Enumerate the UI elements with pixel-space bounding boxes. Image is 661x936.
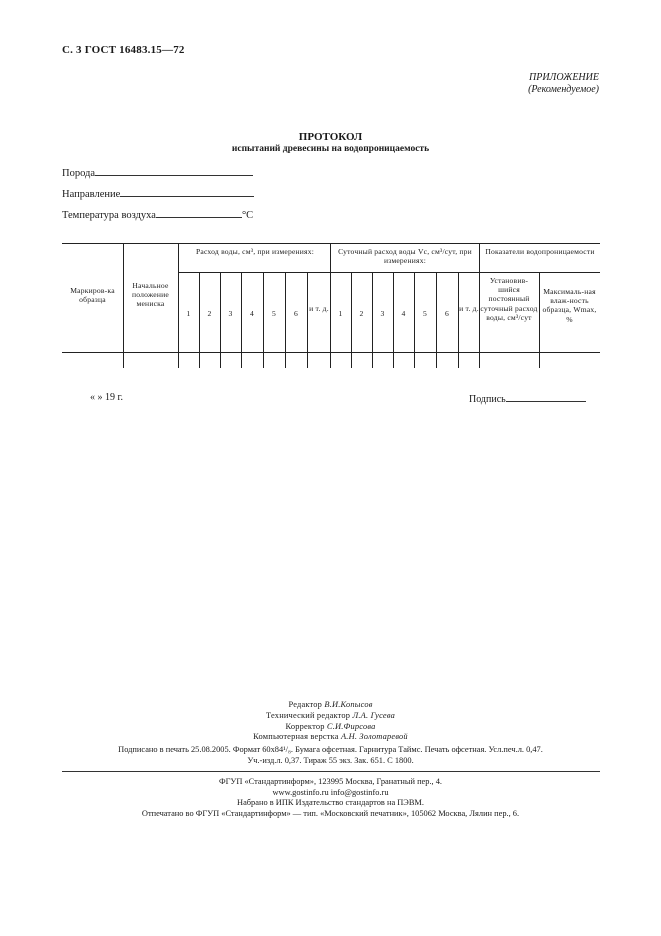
direction-label: Направление [62,189,121,200]
print-info-line: Уч.-изд.л. 0,37. Тираж 55 экз. Зак. 651. С 1800. [247,755,414,765]
species-label: Порода [62,168,96,179]
footer-divider [62,771,600,772]
print-info [0,745,661,767]
temperature-unit: °С [241,210,254,221]
group-indicators-header: Показатели водопроницаемости [485,247,595,256]
temperature-label: Температура воздуха [62,210,156,221]
appendix-label [528,72,599,96]
group-daily-header: Суточный расход воды Vc, см³/сут, при измерениях: [338,247,472,266]
daily-col-3: 3 [380,309,385,318]
table-col-divider [220,272,221,368]
publisher-line: www.gostinfo.ru info@gostinfo.ru [272,787,389,797]
table-col-divider [178,243,179,368]
daily-col-etc: и т. д. [459,304,479,313]
credit-tech-editor [0,711,661,722]
credit-person: В.И.Копысов [324,700,373,709]
credits-block [0,700,661,743]
protocol-title [0,131,661,155]
appendix-note: (Рекомендуемое) [528,84,599,95]
flow-col-2: 2 [207,309,212,318]
flow-col-5: 5 [272,309,276,318]
flow-col-4: 4 [250,309,254,318]
table-col-divider [307,272,308,368]
col-meniscus-header: Начальное положение мениска [132,281,169,309]
species-field [62,166,253,179]
credit-person: Л.А. Гусева [352,710,395,720]
publisher-info [0,777,661,819]
col-moisture-header: Максималь-ная влаж-ность образца, Wmax, % [542,287,597,324]
species-blank [95,166,253,176]
credit-label: Компьютерная верстка [253,732,339,742]
flow-col-6: 6 [294,309,298,318]
signature-blank [506,392,586,402]
protocol-table [62,243,600,368]
print-info-line: Подписано в печать 25.08.2005. Формат 60x84¹/₈. Бумага офсетная. Гарнитура Таймс. Печать офсетная. Усл.печ.л. 0,47. [118,745,543,754]
table-col-divider [263,272,264,368]
daily-col-4: 4 [401,309,406,318]
publisher-line: ФГУП «Стандартинформ», 123995 Москва, Гранатный пер., 4. [218,777,443,786]
publisher-line: Отпечатано во ФГУП «Стандартинформ» — тип. «Московский печатник», 105062 Москва, Лялин пер., 6. [141,808,520,818]
flow-col-3: 3 [228,309,233,318]
group-flow-header: Расход воды, см³, при измерениях: [195,247,315,256]
credit-label: Редактор [288,700,323,709]
table-col-divider [351,272,352,368]
col-marking-header: Маркиров-ка образца [70,286,115,305]
credit-person: А.Н. Золотаревой [340,732,408,742]
page-header: С. 3 ГОСТ 16483.15—72 [62,44,185,56]
credit-label: Технический редактор [266,710,351,720]
credit-proofreader [0,722,661,733]
publisher-line: Набрано в ИПК Издательство стандартов на ПЭВМ. [237,798,424,808]
appendix-title: ПРИЛОЖЕНИЕ [529,72,599,83]
signature-line [469,392,586,405]
protocol-subtitle: испытаний древесины на водопроницаемость [231,144,430,154]
daily-col-5: 5 [423,309,427,318]
credit-editor [0,700,661,711]
credit-person: С.И.Фирсова [326,721,376,731]
daily-col-1: 1 [338,309,343,318]
table-col-divider [285,272,286,368]
table-col-divider [372,272,373,368]
direction-field [62,187,254,200]
temperature-blank [156,208,242,218]
temperature-field [62,208,253,221]
table-col-divider [241,272,242,368]
direction-blank [120,187,254,197]
table-col-divider [414,272,415,368]
table-col-divider [199,272,200,368]
flow-col-1: 1 [186,309,191,318]
flow-col-etc: и т. д. [309,304,329,313]
signature-label: Подпись [469,394,506,405]
table-col-divider [393,272,394,368]
date-line: « » 19 г. [90,392,123,403]
col-steady-header: Установив-шийся постоянный суточный расход воды, см³/сут [480,276,538,322]
table-rule-header-bottom [62,352,600,353]
credit-layout [0,732,661,743]
daily-col-2: 2 [359,309,364,318]
table-col-divider [436,272,437,368]
protocol-heading: ПРОТОКОЛ [298,131,363,143]
table-rule-top [62,243,600,244]
table-col-divider [330,243,331,368]
credit-label: Корректор [285,721,325,731]
daily-col-6: 6 [445,309,449,318]
table-col-divider [458,272,459,368]
